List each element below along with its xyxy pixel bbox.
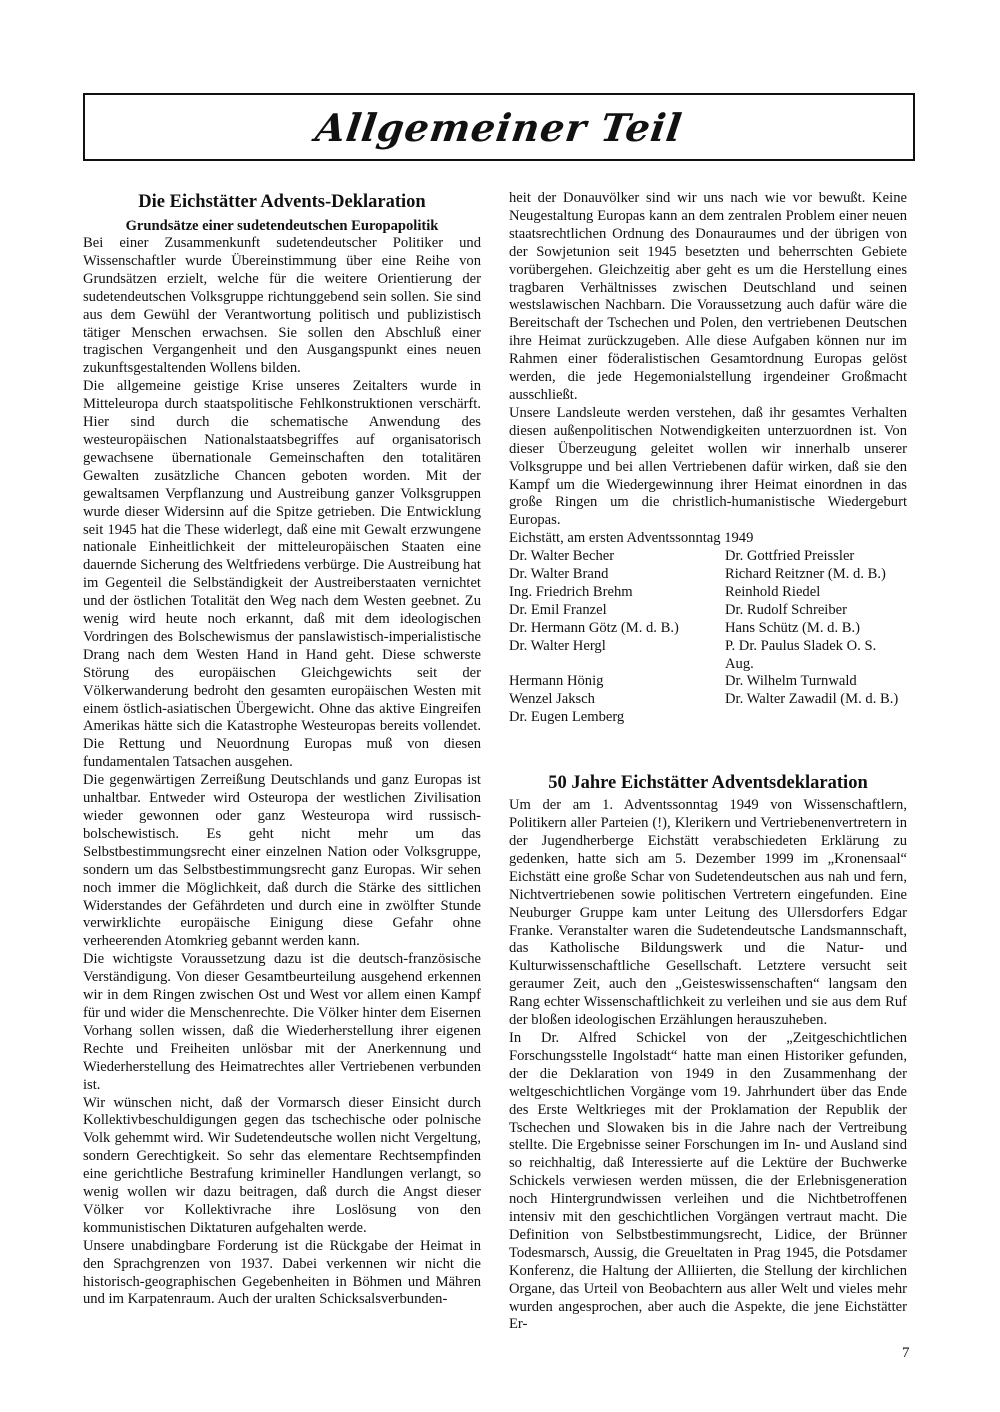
paragraph: Die gegenwärtigen Zerreißung Deutschlands und ganz Europas ist unhaltbar. Entweder wird Osteuropa der westlichen Zivilisation wieder gewonnen oder ganz Westeuropa wird russisch-bolschewistisch. Es geht nicht mehr um das Selbstbestimmungsrecht einer einzelnen Nation oder Volksgruppe, sondern um das Selbstbestimmungsrecht ganz Europas. Wir sehen noch immer die Möglichkeit, daß durch die Stärke des sittlichen Widerstandes der Gefährdeten und durch eine in zwölfter Stunde verwirklichte europäische Einigung diese Gefahr ohne verheerenden Atomkrieg gebannt werden kann. (83, 772, 481, 950)
signatory-row (509, 673, 907, 691)
paragraph: heit der Donauvölker sind wir uns nach wie vor bewußt. Keine Neugestaltung Europas kann an dem zentralen Problem einer neuen staatsrechtlichen Ordnung des Donauraumes und der übrigen von der Sowjetunion seit 1945 besetzten und beherrschten Gebiete vorübergehen. Gleichzeitig aber geht es um die Herstellung eines tragbaren Verhältnisses zwischen Deutschland und seinen westslawischen Nachbarn. Die Voraussetzung auch dafür wäre die Bereitschaft der Tschechen und Polen, den vertriebenen Deutschen ihre Heimat zurückzugeben. Alle diese Aufgaben können nur im Rahmen einer föderalistischen Gesamtordnung Europas gelöst werden, die jede Hegemonialstellung irgendeiner Großmacht ausschließt. (509, 190, 907, 403)
signatory-row (509, 584, 907, 602)
signatory-row (509, 691, 907, 709)
signatory-name: Hermann Hönig (509, 673, 604, 690)
paragraph: In Dr. Alfred Schickel von der „Zeitgeschichtlichen Forschungsstelle Ingolstadt“ hatte man einen Historiker gefunden, der die Deklaration von 1949 in den Zusammenhang der weltgeschichtlichen Vorgänge vom 19. Jahrhundert über das Ende des Erste Weltkrieges mit der Proklamation der Republik der Tschechen und Slowaken bis in die Jahre nach der Vertreibung stellte. Die Ergebnisse seiner Forschungen im In- und Ausland sind so reichhaltig, daß Interessierte auf die Lektüre der Buchwerke Schickels verwiesen werden müssen, die der Erlebnisgeneration noch Hintergrundwissen verleihen und die Nichtbetroffenen intensiv mit den geschichtlichen Vorgängen vertraut macht. Die Definition von Selbstbestimmungsrecht, Lidice, der Brünner Todesmarsch, Aussig, die Greueltaten in Prag 1945, die Potsdamer Konferenz, die Haltung der Alliierten, die Stellung der kirchlichen Organe, das Urteil von Beobachtern aus aller Welt und vieles mehr wurden angesprochen, aber auch die Aspekte, die jene Eichstätter Er- (509, 1029, 907, 1333)
article-heading: Die Eichstätter Advents-Deklaration (138, 192, 426, 212)
paragraph: Die allgemeine geistige Krise unseres Zeitalters wurde in Mitteleuropa durch staatspolitische Fehlkonstruktionen verschärft. Hier sind durch die schematische Anwendung des westeuropäischen Nationalstaatsbegriffes auf organisatorisch gewachsene übernationale Gemeinschaften den totalitären Gewalten zusätzliche Chancen geboten worden. Mit der gewaltsamen Verpflanzung und Austreibung ganzer Volksgruppen wurde dieser Widersinn auf die Spitze getrieben. Die Entwicklung seit 1945 hat die These widerlegt, daß eine mit Gewalt erzwungene nationale Einheitlichkeit der mitteleuropäischen Staaten eine dauernde Sicherung des Weltfriedens verbürge. Die Austreibung hat im Gegenteil die Selbständigkeit der Austreiberstaaten vernichtet und der östlichen Totalität den Weg nach dem Westen geebnet. Zu wenig wird heute noch erkannt, daß mit dem ideologischen Vordringen des Bolschewismus der panslawistisch-imperialistische Drang nach dem Westen Hand in Hand geht. Diese schwerste Störung des europäischen Gleichgewichts seit der Völkerwanderung bedroht den gesamten europäischen Westen mit einem östlich-asiatischen Übergewicht. Ohne das aktive Eingreifen Amerikas hätte sich die Katastrophe Westeuropas bereits vollendet. Die Rettung und Neuordnung Europas muß von diesen fundamentalen Tatsachen ausgehen. (83, 378, 481, 771)
signatory-name: Wenzel Jaksch (509, 691, 595, 708)
paragraph: Wir wünschen nicht, daß der Vormarsch dieser Einsicht durch Kollektivbeschuldigungen gegen das tschechische oder polnische Volk gehemmt wird. Wir Sudetendeutsche wollen nicht Vergeltung, sondern Gerechtigkeit. So sehr das elementare Rechtsempfinden eine gerichtliche Bestrafung krimineller Handlungen verlangt, so wenig wollen wir dazu beitragen, daß durch die Angst dieser Völker vor Kollektivrache ihre Loslösung von den kommunistischen Diktaturen aufgehalten werde. (83, 1094, 481, 1236)
signatory-name: Ing. Friedrich Brehm (509, 583, 633, 600)
signatories-table (509, 548, 907, 727)
signatory-name: Dr. Walter Becher (509, 548, 615, 565)
signatory-name (725, 709, 907, 727)
signatory-name: Reinhold Riedel (725, 583, 821, 600)
paragraph: Unsere Landsleute werden verstehen, daß ihr gesamtes Verhalten diesen außenpolitischen Notwendigkeiten unterzuordnen ist. Von dieser Überzeugung geleitet wollen wir innerhalb unserer Volksgruppe und bei allen Vertriebenen dafür wirken, daß sie den Kampf um die Wiedergewinnung ihrer Heimat einordnen in das große Ringen um die christlich-humanistische Wiedergeburt Europas. (509, 404, 907, 529)
signatory-row (509, 638, 907, 674)
signatory-row (509, 709, 907, 727)
section-banner (83, 93, 915, 161)
paragraph: Bei einer Zusammenkunft sudetendeutscher Politiker und Wissenschaftler wurde Übereinstimmung über eine Reihe von Grundsätzen erzielt, welche für die weitere Orientierung der sudetendeutschen Volksgruppe richtunggebend sein sollen. Sie sind aus dem Gewühl der Verantwortung politisch und publizistisch tätiger Menschen erwachsen. Sie sollen den Abschluß einer tragischen Vergangenheit und den Ausgangspunkt eines neuen zukunftsgestaltenden Wollens bilden. (83, 235, 481, 377)
signatory-name: Dr. Eugen Lemberg (509, 709, 625, 726)
paragraph: Die wichtigste Voraussetzung dazu ist die deutsch-französische Verständigung. Von dieser Gesamtbeurteilung ausgehend erkennen wir in dem Ringen zwischen Ost und West vor allem einen Kampf für und wider die Menschenrechte. Die Völker hinter dem Eisernen Vorhang sollen wissen, daß die Wiederherstellung ihrer eigenen Rechte und Freiheiten unlösbar mit der Anerkennung und Wiederherstellung des Heimatrechtes aller Vertriebenen verbunden ist. (83, 951, 481, 1093)
signatory-name: Dr. Walter Zawadil (M. d. B.) (725, 691, 899, 708)
signatory-name: Dr. Gottfried Preissler (725, 548, 855, 565)
article-heading-2: 50 Jahre Eichstätter Adventsdeklaration (548, 773, 868, 794)
signatory-name: Dr. Rudolf Schreiber (725, 601, 847, 618)
signature-date: Eichstätt, am ersten Adventssonntag 1949 (509, 530, 754, 547)
signatory-name: Richard Reitzner (M. d. B.) (725, 566, 886, 583)
page-number: 7 (902, 1345, 910, 1361)
section-title: Allgemeiner Teil (312, 104, 686, 150)
signatory-row (509, 602, 907, 620)
signatory-name: Dr. Walter Hergl (509, 637, 606, 654)
signatory-name: P. Dr. Paulus Sladek O. S. Aug. (725, 637, 877, 672)
article-subheading: Grundsätze einer sudetendeutschen Europapolitik (125, 218, 439, 234)
signatory-row (509, 620, 907, 638)
signatory-name: Dr. Wilhelm Turnwald (725, 673, 857, 690)
paragraph: Um der am 1. Adventssonntag 1949 von Wissenschaftlern, Politikern aller Parteien (!), Klerikern und Vertriebenenvertretern in der Jugendherberge Eichstätt verabschiedeten Erklärung zu gedenken, hatte sich am 5. Dezember 1999 im „Kronensaal“ Eichstätt eine große Schar von Sudetendeutschen aus nah und fern, Nichtvertriebenen sowie politischen Vertretern eingefunden. Eine Neuburger Gruppe kam unter Leitung des Ullersdorfers Edgar Franke. Veranstalter waren die Sudetendeutsche Landsmannschaft, das Katholische Bildungswerk und die Natur- und Kulturwissenschaftliche Gesellschaft. Letztere versucht seit geraumer Zeit, auch den „Geisteswissenschaften“ langsam den Rang echter Wissenschaftlichkeit zu verleihen und sie aus dem Ruf der bloßen ideologischen Erzählungen herauszuheben. (509, 797, 907, 1029)
signatory-name: Hans Schütz (M. d. B.) (725, 619, 860, 636)
signatory-name: Dr. Walter Brand (509, 566, 609, 583)
left-column (83, 190, 481, 1309)
signatory-name: Dr. Hermann Götz (M. d. B.) (509, 619, 679, 636)
signatory-row (509, 548, 907, 566)
signatory-row (509, 566, 907, 584)
signatory-name: Dr. Emil Franzel (509, 601, 607, 618)
right-column (509, 190, 907, 1334)
paragraph: Unsere unabdingbare Forderung ist die Rückgabe der Heimat in den Sprachgrenzen von 1937. Dabei verkennen wir nicht die historisch-geographischen Gegebenheiten in Böhmen und Mähren und im Karpatenraum. Auch der uralten Schicksalsverbunden- (83, 1237, 481, 1308)
